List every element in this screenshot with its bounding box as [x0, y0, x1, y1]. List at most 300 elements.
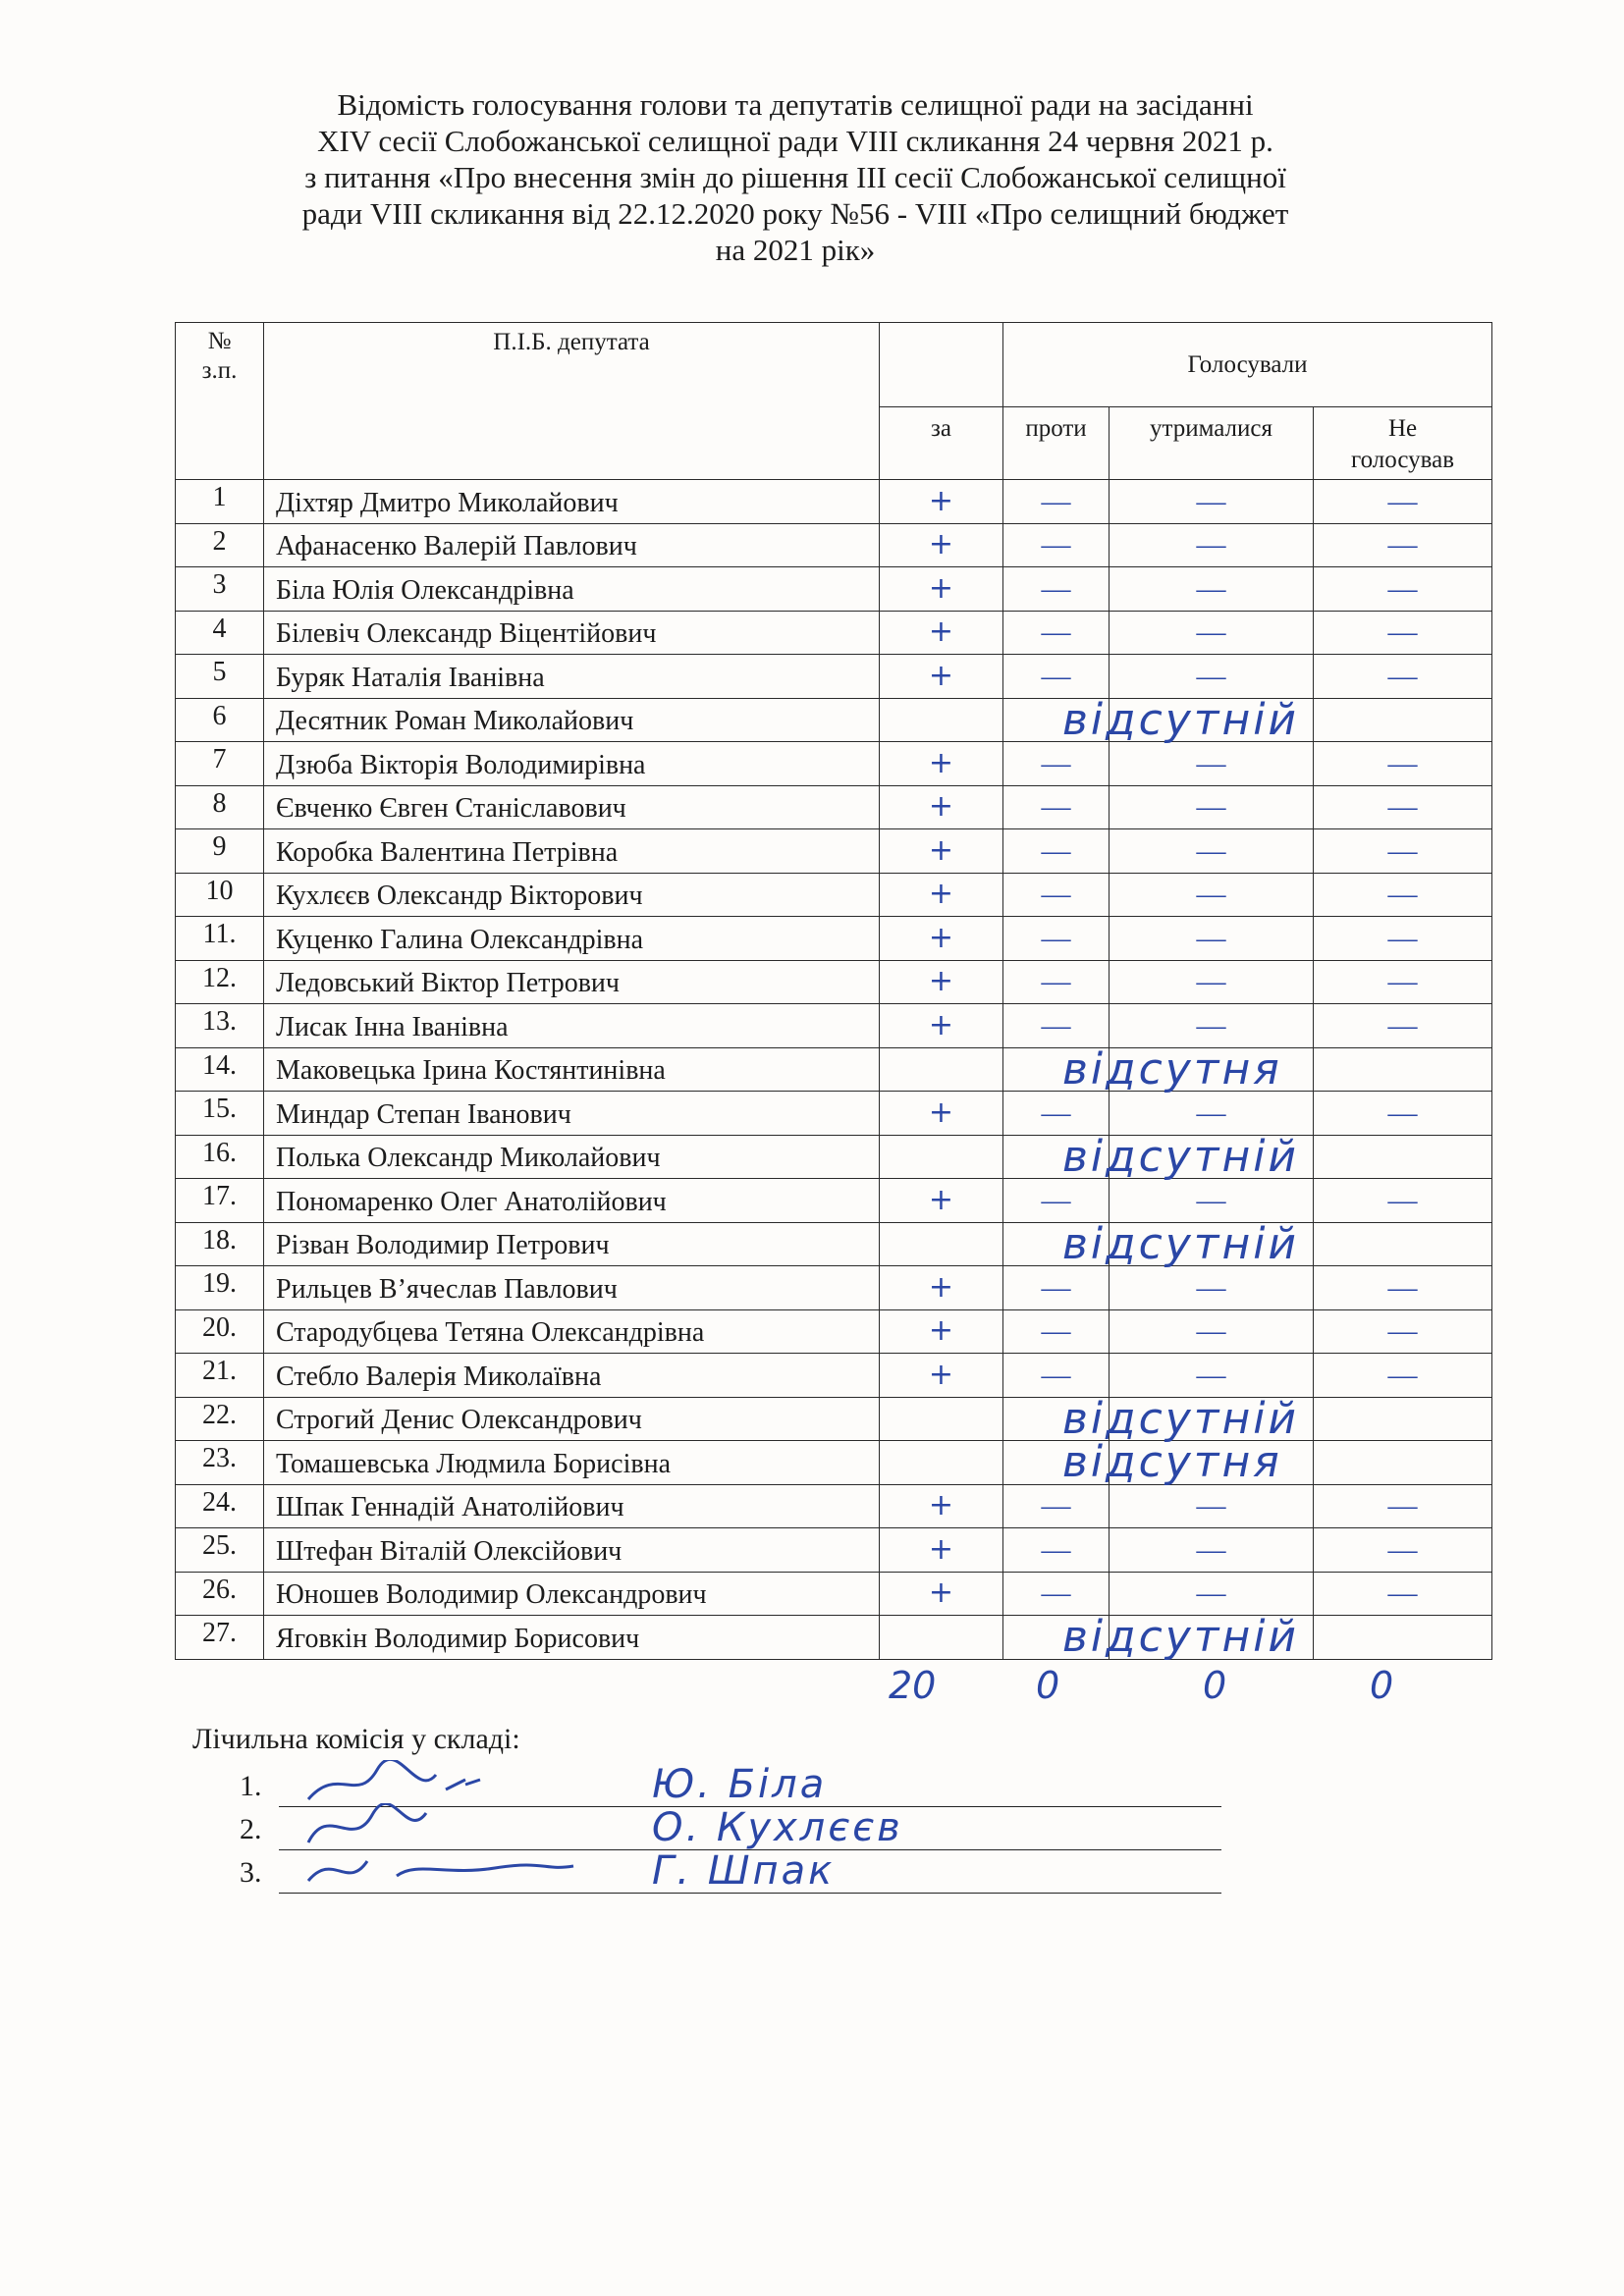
row-number: 14. [176, 1047, 264, 1092]
vote-abstained-cell [1110, 1484, 1314, 1528]
row-number: 21. [176, 1354, 264, 1398]
vote-for-cell [880, 1135, 1003, 1179]
signature-name: Г. Шпак [652, 1848, 836, 1894]
vote-abstained-cell [1110, 655, 1314, 699]
vote-not-voted-cell [1314, 1266, 1492, 1310]
vote-against-mark: — [1041, 1095, 1071, 1129]
table-row [176, 917, 1492, 961]
vote-for-mark: + [928, 570, 954, 606]
vote-abstained-cell [1110, 523, 1314, 567]
vote-abstained-cell [1110, 698, 1314, 742]
vote-for-cell [880, 523, 1003, 567]
vote-not-voted-mark: — [1387, 1532, 1418, 1566]
vote-abstained-mark: — [1196, 965, 1226, 998]
title-line: XIV сесії Слобожанської селищної ради VIII скликання 24 червня 2021 р. [317, 124, 1273, 158]
vote-abstained-cell [1110, 1616, 1314, 1660]
vote-against-mark: — [1041, 921, 1071, 954]
vote-not-voted-cell [1314, 1047, 1492, 1092]
vote-against-cell [1003, 785, 1110, 829]
vote-not-voted-mark: — [1387, 484, 1418, 517]
vote-abstained-cell [1110, 1135, 1314, 1179]
vote-against-mark: — [1041, 1183, 1071, 1216]
vote-for-mark: + [928, 1007, 954, 1042]
absent-mark: відсутній [1062, 1393, 1300, 1444]
vote-not-voted-cell [1314, 523, 1492, 567]
deputy-name: Десятник Роман Миколайович [264, 698, 880, 742]
table-row [176, 523, 1492, 567]
row-number: 17. [176, 1179, 264, 1223]
vote-against-cell [1003, 480, 1110, 524]
vote-for-cell [880, 567, 1003, 612]
vote-for-cell [880, 698, 1003, 742]
vote-for-mark: + [928, 1488, 954, 1523]
row-number: 26. [176, 1572, 264, 1616]
table-row [176, 611, 1492, 655]
title-line: Відомість голосування голови та депутатів селищної ради на засіданні [337, 87, 1254, 122]
table-row [176, 1484, 1492, 1528]
vote-against-cell [1003, 1131, 1300, 1182]
row-number: 20. [176, 1309, 264, 1354]
vote-against-cell [1003, 655, 1110, 699]
absent-mark: відсутня [1062, 1437, 1282, 1487]
vote-against-cell [1003, 917, 1110, 961]
vote-not-voted-mark: — [1387, 1314, 1418, 1348]
header-for: за [880, 407, 1003, 480]
table-row [176, 1309, 1492, 1354]
vote-abstained-cell [1110, 1309, 1314, 1354]
vote-abstained-cell [1110, 785, 1314, 829]
deputy-name: Шпак Геннадій Анатолійович [264, 1484, 880, 1528]
vote-not-voted-cell [1314, 1441, 1492, 1485]
signature-name: Ю. Біла [652, 1762, 828, 1807]
signature-mark-icon [298, 1846, 593, 1905]
vote-for-cell [880, 1266, 1003, 1310]
signature-num: 3. [240, 1856, 262, 1889]
table-row [176, 1179, 1492, 1223]
vote-for-mark: + [928, 1531, 954, 1567]
vote-abstained-mark: — [1196, 571, 1226, 605]
vote-not-voted-mark: — [1387, 1095, 1418, 1129]
commission-label: Лічильна комісія у складі: [192, 1723, 520, 1755]
header-not-voted: Не голосував [1314, 407, 1492, 480]
vote-for-mark: + [928, 1269, 954, 1305]
vote-against-mark: — [1041, 833, 1071, 867]
vote-abstained-mark: — [1196, 1183, 1226, 1216]
table-row [176, 480, 1492, 524]
table-row [176, 698, 1492, 742]
header-num: № з.п. [176, 323, 264, 480]
row-number: 1 [176, 480, 264, 524]
deputy-name: Дзюба Вікторія Володимирівна [264, 742, 880, 786]
deputy-name: Діхтяр Дмитро Миколайович [264, 480, 880, 524]
vote-for-cell [880, 1092, 1003, 1136]
table-row [176, 1616, 1492, 1660]
deputy-name: Ледовський Віктор Петрович [264, 960, 880, 1004]
vote-for-cell [880, 1528, 1003, 1573]
vote-for-mark: + [928, 483, 954, 518]
header-name: П.І.Б. депутата [264, 323, 880, 480]
vote-abstained-cell [1110, 1092, 1314, 1136]
vote-abstained-mark: — [1196, 1489, 1226, 1522]
vote-for-mark: + [928, 614, 954, 650]
vote-abstained-cell [1110, 960, 1314, 1004]
vote-not-voted-cell [1314, 829, 1492, 874]
vote-against-mark: — [1041, 1314, 1071, 1348]
vote-against-cell [1003, 1437, 1282, 1487]
row-number: 12. [176, 960, 264, 1004]
row-number: 4 [176, 611, 264, 655]
deputy-name: Пономаренко Олег Анатолійович [264, 1179, 880, 1223]
row-number: 13. [176, 1004, 264, 1048]
signature-num: 2. [240, 1813, 262, 1845]
vote-abstained-mark: — [1196, 790, 1226, 824]
deputy-name: Коробка Валентина Петрівна [264, 829, 880, 874]
vote-abstained-cell [1110, 742, 1314, 786]
table-body [176, 480, 1492, 1660]
vote-for-mark: + [928, 789, 954, 825]
table-row [176, 742, 1492, 786]
vote-for-cell [880, 1616, 1003, 1660]
deputy-name: Рильцев В’ячеслав Павлович [264, 1266, 880, 1310]
vote-abstained-mark: — [1196, 659, 1226, 692]
table-row [176, 1222, 1492, 1266]
row-number: 9 [176, 829, 264, 874]
vote-not-voted-cell [1314, 1354, 1492, 1398]
vote-against-cell [1003, 1484, 1110, 1528]
table-row [176, 829, 1492, 874]
row-number: 6 [176, 698, 264, 742]
deputy-name: Маковецька Ірина Костянтинівна [264, 1047, 880, 1092]
vote-not-voted-mark: — [1387, 878, 1418, 911]
vote-abstained-mark: — [1196, 1576, 1226, 1610]
table-row [176, 1397, 1492, 1441]
deputy-name: Строгий Денис Олександрович [264, 1397, 880, 1441]
vote-not-voted-mark: — [1387, 790, 1418, 824]
table-row [176, 1135, 1492, 1179]
absent-mark: відсутній [1062, 1612, 1300, 1662]
vote-for-cell [880, 1309, 1003, 1354]
vote-against-mark: — [1041, 1532, 1071, 1566]
vote-not-voted-cell [1314, 1092, 1492, 1136]
vote-not-voted-mark: — [1387, 1358, 1418, 1391]
vote-against-mark: — [1041, 878, 1071, 911]
table-row [176, 873, 1492, 917]
vote-abstained-cell [1110, 567, 1314, 612]
vote-for-cell [880, 873, 1003, 917]
vote-abstained-mark: — [1196, 921, 1226, 954]
vote-for-mark: + [928, 658, 954, 693]
vote-not-voted-cell [1314, 567, 1492, 612]
vote-not-voted-mark: — [1387, 833, 1418, 867]
table-row [176, 1572, 1492, 1616]
header-voted: Голосували [1003, 323, 1492, 407]
deputy-name: Штефан Віталій Олексійович [264, 1528, 880, 1573]
table-row [176, 655, 1492, 699]
row-number: 25. [176, 1528, 264, 1573]
vote-against-cell [1003, 1612, 1300, 1662]
absent-mark: відсутній [1062, 694, 1300, 745]
vote-not-voted-cell [1314, 1135, 1492, 1179]
vote-not-voted-mark: — [1387, 921, 1418, 954]
vote-abstained-cell [1110, 873, 1314, 917]
vote-for-cell [880, 1354, 1003, 1398]
header-against: проти [1003, 407, 1110, 480]
absent-mark: відсутня [1062, 1043, 1282, 1095]
vote-not-voted-cell [1314, 785, 1492, 829]
vote-against-mark: — [1041, 571, 1071, 605]
vote-for-mark: + [928, 1182, 954, 1217]
vote-not-voted-mark: — [1387, 1489, 1418, 1522]
vote-abstained-mark: — [1196, 833, 1226, 867]
deputy-name: Кухлєєв Олександр Вікторович [264, 873, 880, 917]
row-number: 5 [176, 655, 264, 699]
vote-abstained-mark: — [1196, 1532, 1226, 1566]
header-blank [880, 323, 1003, 407]
vote-for-cell [880, 1222, 1003, 1266]
vote-against-mark: — [1041, 1576, 1071, 1610]
deputy-name: Яговкін Володимир Борисович [264, 1616, 880, 1660]
vote-abstained-cell [1110, 1441, 1314, 1485]
row-number: 27. [176, 1616, 264, 1660]
vote-abstained-mark: — [1196, 1270, 1226, 1304]
vote-abstained-cell [1110, 1528, 1314, 1573]
vote-for-mark: + [928, 745, 954, 780]
vote-not-voted-cell [1314, 1484, 1492, 1528]
deputy-name: Миндар Степан Іванович [264, 1092, 880, 1136]
vote-abstained-mark: — [1196, 1008, 1226, 1041]
vote-against-mark: — [1041, 1489, 1071, 1522]
vote-not-voted-cell [1314, 698, 1492, 742]
table-row [176, 1266, 1492, 1310]
vote-for-mark: + [928, 920, 954, 955]
row-number: 2 [176, 523, 264, 567]
vote-not-voted-mark: — [1387, 571, 1418, 605]
vote-abstained-cell [1110, 1047, 1314, 1092]
vote-against-cell [1003, 1309, 1110, 1354]
row-number: 7 [176, 742, 264, 786]
vote-against-cell [1003, 1528, 1110, 1573]
signature-name: О. Кухлєєв [652, 1805, 903, 1850]
vote-abstained-cell [1110, 829, 1314, 874]
vote-not-voted-cell [1314, 742, 1492, 786]
vote-abstained-mark: — [1196, 1358, 1226, 1391]
vote-for-cell [880, 611, 1003, 655]
vote-not-voted-cell [1314, 480, 1492, 524]
vote-not-voted-cell [1314, 1309, 1492, 1354]
deputy-name: Томашевська Людмила Борисівна [264, 1441, 880, 1485]
table-row [176, 960, 1492, 1004]
deputy-name: Афанасенко Валерій Павлович [264, 523, 880, 567]
vote-against-mark: — [1041, 1270, 1071, 1304]
total-not-voted: 0 [1370, 1664, 1394, 1707]
vote-against-cell [1003, 873, 1110, 917]
deputy-name: Стародубцева Тетяна Олександрівна [264, 1309, 880, 1354]
vote-abstained-cell [1110, 917, 1314, 961]
table-row [176, 1441, 1492, 1485]
vote-abstained-mark: — [1196, 1314, 1226, 1348]
vote-against-cell [1003, 1179, 1110, 1223]
vote-not-voted-cell [1314, 873, 1492, 917]
vote-against-mark: — [1041, 484, 1071, 517]
vote-against-mark: — [1041, 528, 1071, 561]
vote-against-cell [1003, 523, 1110, 567]
absent-mark: відсутній [1062, 1218, 1300, 1269]
vote-not-voted-mark: — [1387, 1183, 1418, 1216]
title-line: на 2021 рік» [715, 233, 876, 267]
vote-abstained-cell [1110, 1266, 1314, 1310]
vote-against-cell [1003, 1393, 1300, 1444]
vote-not-voted-cell [1314, 655, 1492, 699]
deputy-name: Полька Олександр Миколайович [264, 1135, 880, 1179]
table-row [176, 785, 1492, 829]
vote-for-cell [880, 1004, 1003, 1048]
vote-abstained-cell [1110, 611, 1314, 655]
totals-row [0, 1664, 1624, 1713]
vote-not-voted-cell [1314, 1572, 1492, 1616]
vote-against-cell [1003, 1572, 1110, 1616]
vote-not-voted-mark: — [1387, 1270, 1418, 1304]
deputy-name: Білевіч Олександр Віцентійович [264, 611, 880, 655]
vote-for-cell [880, 1572, 1003, 1616]
vote-against-cell [1003, 1004, 1110, 1048]
vote-against-cell [1003, 1043, 1282, 1095]
vote-abstained-mark: — [1196, 615, 1226, 649]
vote-for-cell [880, 917, 1003, 961]
vote-for-cell [880, 1179, 1003, 1223]
row-number: 16. [176, 1135, 264, 1179]
deputy-name: Стебло Валерія Миколаївна [264, 1354, 880, 1398]
vote-for-mark: + [928, 1357, 954, 1392]
vote-not-voted-cell [1314, 1179, 1492, 1223]
vote-against-cell [1003, 742, 1110, 786]
row-number: 15. [176, 1092, 264, 1136]
vote-against-cell [1003, 1354, 1110, 1398]
vote-abstained-cell [1110, 1004, 1314, 1048]
vote-for-cell [880, 1397, 1003, 1441]
vote-against-mark: — [1041, 790, 1071, 824]
vote-against-cell [1003, 694, 1300, 745]
vote-not-voted-mark: — [1387, 528, 1418, 561]
vote-for-mark: + [928, 527, 954, 562]
vote-against-cell [1003, 1092, 1110, 1136]
vote-abstained-cell [1110, 1179, 1314, 1223]
vote-abstained-cell [1110, 1354, 1314, 1398]
deputy-name: Лисак Інна Іванівна [264, 1004, 880, 1048]
vote-abstained-mark: — [1196, 1095, 1226, 1129]
vote-abstained-cell [1110, 480, 1314, 524]
total-against: 0 [1036, 1664, 1060, 1707]
table-row [176, 1004, 1492, 1048]
row-number: 19. [176, 1266, 264, 1310]
vote-not-voted-mark: — [1387, 746, 1418, 779]
vote-abstained-mark: — [1196, 878, 1226, 911]
row-number: 10 [176, 873, 264, 917]
vote-not-voted-cell [1314, 1004, 1492, 1048]
table-row [176, 1047, 1492, 1092]
row-number: 24. [176, 1484, 264, 1528]
deputy-name: Юношев Володимир Олександрович [264, 1572, 880, 1616]
vote-for-mark: + [928, 1313, 954, 1349]
vote-not-voted-cell [1314, 1222, 1492, 1266]
total-abstained: 0 [1203, 1664, 1227, 1707]
vote-not-voted-cell [1314, 1397, 1492, 1441]
vote-against-mark: — [1041, 746, 1071, 779]
vote-for-mark: + [928, 877, 954, 912]
vote-not-voted-mark: — [1387, 965, 1418, 998]
vote-for-cell [880, 1441, 1003, 1485]
row-number: 11. [176, 917, 264, 961]
vote-against-mark: — [1041, 1358, 1071, 1391]
vote-for-mark: + [928, 832, 954, 868]
vote-abstained-mark: — [1196, 746, 1226, 779]
vote-for-cell [880, 1484, 1003, 1528]
row-number: 3 [176, 567, 264, 612]
absent-mark: відсутній [1062, 1131, 1300, 1182]
signature-num: 1. [240, 1770, 262, 1802]
vote-not-voted-mark: — [1387, 615, 1418, 649]
row-number: 22. [176, 1397, 264, 1441]
vote-abstained-cell [1110, 1397, 1314, 1441]
vote-against-cell [1003, 1218, 1300, 1269]
table-row [176, 567, 1492, 612]
vote-abstained-mark: — [1196, 484, 1226, 517]
vote-against-cell [1003, 960, 1110, 1004]
vote-against-mark: — [1041, 659, 1071, 692]
vote-not-voted-cell [1314, 917, 1492, 961]
vote-for-mark: + [928, 964, 954, 999]
vote-for-cell [880, 1047, 1003, 1092]
vote-for-cell [880, 829, 1003, 874]
vote-for-cell [880, 960, 1003, 1004]
vote-abstained-mark: — [1196, 528, 1226, 561]
vote-against-mark: — [1041, 615, 1071, 649]
table-row [176, 1528, 1492, 1573]
title-line: ради VIII скликання від 22.12.2020 року №56 - VIII «Про селищний бюджет [301, 196, 1289, 231]
vote-against-cell [1003, 829, 1110, 874]
vote-for-cell [880, 785, 1003, 829]
vote-not-voted-mark: — [1387, 1576, 1418, 1610]
vote-for-cell [880, 742, 1003, 786]
vote-against-mark: — [1041, 1008, 1071, 1041]
header-abstained: утрималися [1110, 407, 1314, 480]
vote-for-cell [880, 655, 1003, 699]
total-for: 20 [889, 1664, 937, 1707]
vote-not-voted-cell [1314, 611, 1492, 655]
deputy-name: Буряк Наталія Іванівна [264, 655, 880, 699]
title-line: з питання «Про внесення змін до рішення ІІІ сесії Слобожанської селищної [304, 160, 1286, 194]
vote-against-cell [1003, 1266, 1110, 1310]
vote-against-cell [1003, 567, 1110, 612]
deputy-name: Різван Володимир Петрович [264, 1222, 880, 1266]
vote-abstained-cell [1110, 1572, 1314, 1616]
vote-not-voted-mark: — [1387, 659, 1418, 692]
voting-table [175, 322, 1492, 1660]
vote-not-voted-cell [1314, 1528, 1492, 1573]
vote-abstained-cell [1110, 1222, 1314, 1266]
vote-for-mark: + [928, 1095, 954, 1130]
row-number: 23. [176, 1441, 264, 1485]
vote-not-voted-mark: — [1387, 1008, 1418, 1041]
vote-for-cell [880, 480, 1003, 524]
signature-row [240, 1848, 1221, 1897]
row-number: 8 [176, 785, 264, 829]
vote-not-voted-cell [1314, 1616, 1492, 1660]
table-row [176, 1092, 1492, 1136]
vote-for-mark: + [928, 1575, 954, 1611]
deputy-name: Євченко Євген Станіславович [264, 785, 880, 829]
row-number: 18. [176, 1222, 264, 1266]
deputy-name: Біла Юлія Олександрівна [264, 567, 880, 612]
